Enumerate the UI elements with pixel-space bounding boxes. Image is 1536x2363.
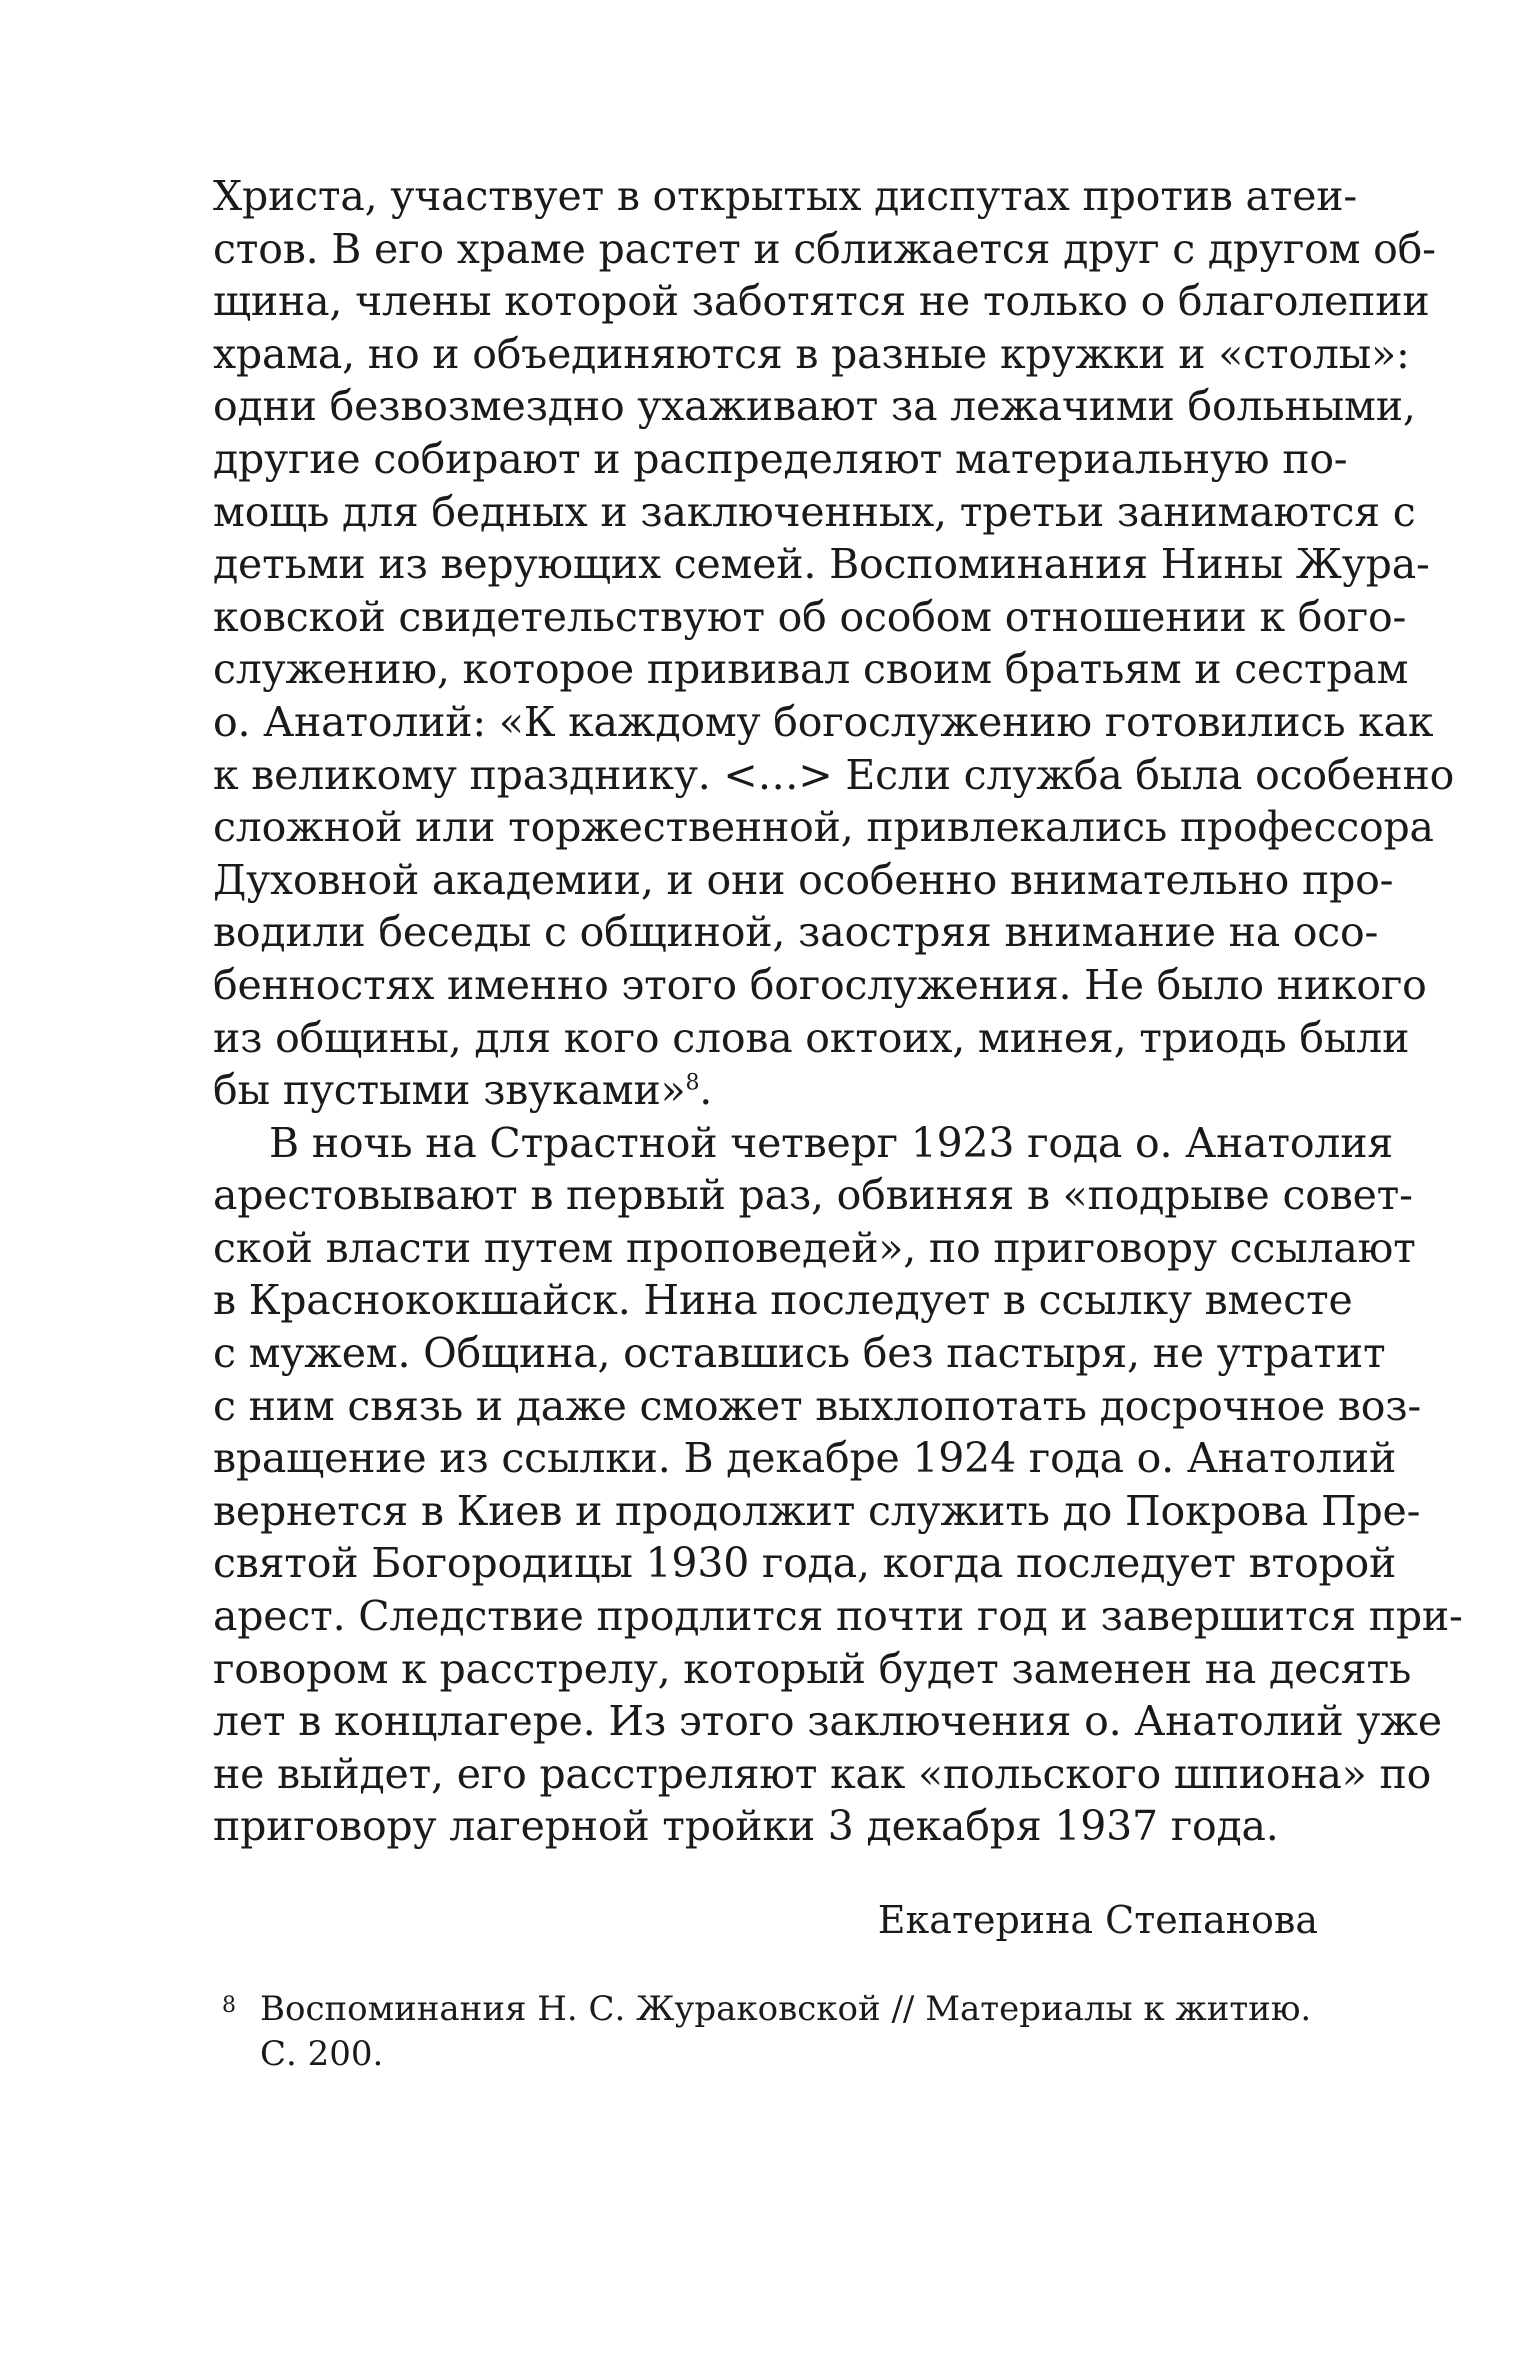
text-line-last: приговору лагерной тройки 3 декабря 1937 года. [213, 1802, 1279, 1851]
text-line: стов. В его храме растет и сближается друг с другом об- [213, 224, 1436, 273]
text-line: Духовной академии, и они особенно внимательно про- [213, 855, 1394, 904]
text-line: говором к расстрелу, который будет заменен на десять [213, 1644, 1412, 1693]
text-line: с ним связь и даже сможет выхлопотать досрочное воз- [213, 1381, 1422, 1430]
text-line-last [213, 1064, 1318, 1117]
text-line: водили беседы с общиной, заостряя внимание на осо- [213, 908, 1379, 957]
text-line: служению, которое прививал своим братьям и сестрам [213, 645, 1409, 694]
text-line: щина, члены которой заботятся не только о благолепии [213, 277, 1430, 326]
text-line: бенностях именно этого богослужения. Не было никого [213, 960, 1427, 1009]
text-line: не выйдет, его расстреляют как «польского шпиона» по [213, 1749, 1432, 1798]
text-line: храма, но и объединяются в разные кружки и «столы»: [213, 329, 1410, 378]
text-line: арестовывают в первый раз, обвиняя в «подрыве совет- [213, 1171, 1413, 1220]
text-line: к великому празднику. <…> Если служба была особенно [213, 750, 1455, 799]
text-line: одни безвозмездно ухаживают за лежачими больными, [213, 382, 1416, 431]
footnote-line: Воспоминания Н. С. Жураковской // Материалы к житию. [260, 1989, 1312, 2029]
author-signature: Екатерина Степанова [877, 1898, 1318, 1942]
text-line: лет в концлагере. Из этого заключения о. Анатолий уже [213, 1697, 1442, 1746]
last-line-end: . [699, 1066, 713, 1115]
footnote-number: 8 [222, 1993, 236, 2018]
paragraph-1 [213, 170, 1455, 1117]
text-line: мощь для бедных и заключенных, третьи занимаются с [213, 487, 1416, 536]
last-line-text: бы пустыми звуками» [213, 1066, 686, 1115]
footnote-line: С. 200. [260, 2034, 384, 2074]
text-line: Христа, участвует в открытых диспутах против атеи- [213, 172, 1358, 220]
text-line: с мужем. Община, оставшись без пастыря, не утратит [213, 1329, 1386, 1378]
main-text [213, 170, 1463, 1853]
text-line: другие собирают и распределяют материальную по- [213, 434, 1348, 483]
text-line: вращение из ссылки. В декабре 1924 года о. Анатолий [213, 1434, 1397, 1483]
text-line: святой Богородицы 1930 года, когда последует второй [213, 1539, 1397, 1588]
text-line: о. Анатолий: «К каждому богослужению готовились как [213, 697, 1434, 746]
text-line: сложной или торжественной, привлекались профессора [213, 803, 1434, 852]
text-line: ковской свидетельствуют об особом отношении к бого- [213, 592, 1407, 641]
footnote-reference[interactable]: 8 [685, 1070, 700, 1096]
text-line: ской власти путем проповедей», по приговору ссылают [213, 1223, 1416, 1272]
text-line: вернется в Киев и продолжит служить до Покрова Пре- [213, 1486, 1421, 1535]
text-line: арест. Следствие продлится почти год и завершится при- [213, 1592, 1463, 1641]
paragraph-2 [213, 1117, 1463, 1853]
text-line: из общины, для кого слова октоих, минея, триодь были [213, 1013, 1410, 1062]
footnote [222, 1987, 1322, 2077]
text-line: детьми из верующих семей. Воспоминания Нины Жура- [213, 540, 1430, 589]
text-line: в Краснококшайск. Нина последует в ссылку вместе [213, 1276, 1353, 1325]
text-line-indent: В ночь на Страстной четверг 1923 года о. Анатолия [269, 1118, 1393, 1167]
